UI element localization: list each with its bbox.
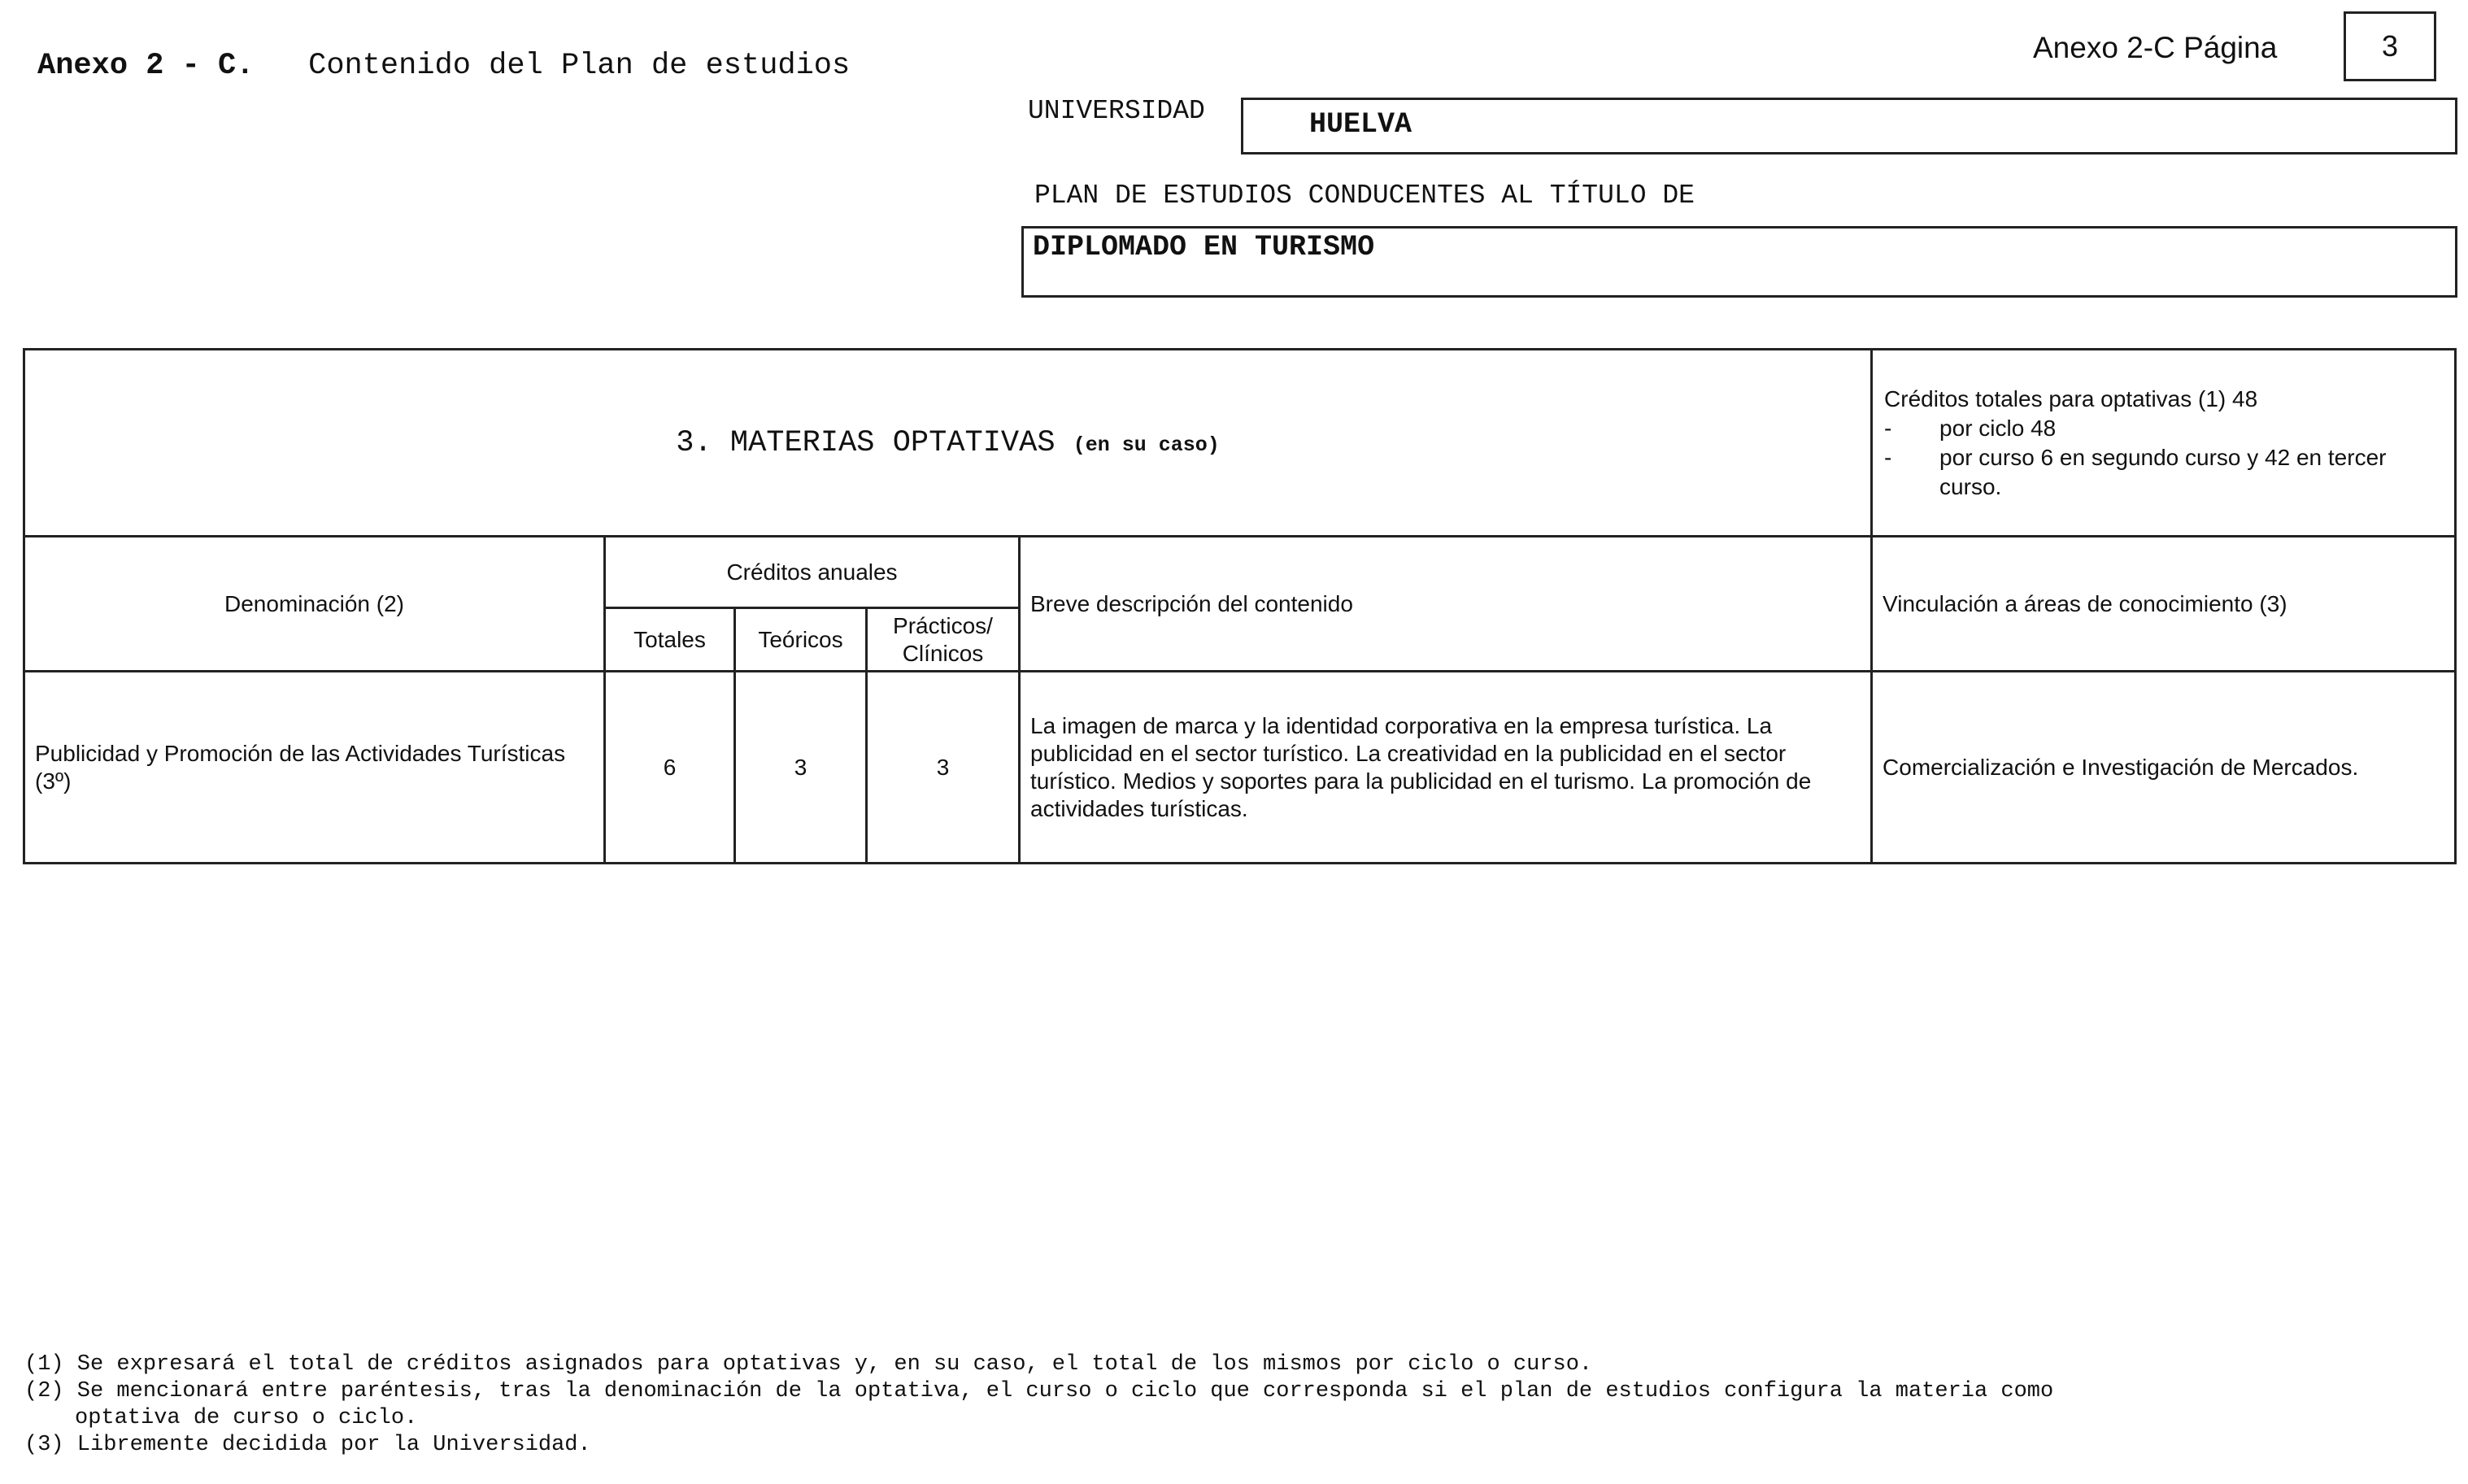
col-vinculacion: Vinculación a áreas de conocimiento (3) bbox=[1872, 537, 2456, 672]
row-vinculacion: Comercialización e Investigación de Mercados. bbox=[1872, 672, 2456, 864]
table-row bbox=[24, 672, 2456, 864]
col-denominacion: Denominación (2) bbox=[24, 537, 605, 672]
page-number: 3 bbox=[2344, 11, 2436, 81]
row-denominacion: Publicidad y Promoción de las Actividades Turísticas (3º) bbox=[24, 672, 605, 864]
row-totales: 6 bbox=[605, 672, 735, 864]
footnote-1: (1) Se expresará el total de créditos asignados para optativas y, en su caso, el total de los mismos por ciclo o curso. bbox=[24, 1352, 1593, 1377]
row-descripcion: La imagen de marca y la identidad corporativa en la empresa turística. La publicidad en el sector turístico. La creatividad en la publicidad en el sector turístico. Medios y soportes para la publicidad en el turismo. La promoción de actividades turísticas. bbox=[1020, 672, 1872, 864]
optional-subjects-table bbox=[23, 348, 2457, 864]
annex-title bbox=[37, 49, 850, 83]
annex-label: Anexo 2 - C. bbox=[37, 49, 255, 83]
row-practicos: 3 bbox=[867, 672, 1020, 864]
university-label: UNIVERSIDAD bbox=[1028, 96, 1205, 126]
col-teoricos: Teóricos bbox=[735, 608, 867, 672]
section-title-cell bbox=[24, 350, 1872, 537]
column-header-row bbox=[24, 537, 2456, 608]
col-descripcion: Breve descripción del contenido bbox=[1020, 537, 1872, 672]
university-box bbox=[1241, 98, 2457, 154]
section-title-note: (en su caso) bbox=[1073, 433, 1220, 457]
credits-summary-cell bbox=[1872, 350, 2456, 537]
col-totales: Totales bbox=[605, 608, 735, 672]
page-label: Anexo 2-C Página bbox=[2033, 31, 2278, 64]
footnote-2-continued: optativa de curso o ciclo. bbox=[75, 1406, 418, 1430]
credits-total: Créditos totales para optativas (1) 48 bbox=[1884, 385, 2258, 411]
footnotes bbox=[24, 1351, 2053, 1459]
section-title: 3. MATERIAS OPTATIVAS bbox=[676, 425, 1056, 460]
plan-label: PLAN DE ESTUDIOS CONDUCENTES AL TÍTULO DE bbox=[1034, 181, 1695, 211]
university-value: HUELVA bbox=[1309, 108, 1412, 141]
footnote-3: (3) Libremente decidida por la Universidad. bbox=[24, 1433, 591, 1457]
credits-line-ciclo: - por ciclo 48 bbox=[1884, 415, 2057, 441]
section-header-row bbox=[24, 350, 2456, 537]
footnote-2: (2) Se mencionará entre paréntesis, tras la denominación de la optativa, el curso o ciclo que corresponda si el plan de estudios configura la materia como bbox=[24, 1379, 2054, 1403]
annex-subtitle: Contenido del Plan de estudios bbox=[308, 49, 851, 83]
col-practicos: Prácticos/ Clínicos bbox=[867, 608, 1020, 672]
plan-value: DIPLOMADO EN TURISMO bbox=[1033, 231, 1375, 263]
row-teoricos: 3 bbox=[735, 672, 867, 864]
credits-line-curso: - por curso 6 en segundo curso y 42 en tercer curso. bbox=[1884, 444, 2387, 499]
col-creditos-anuales: Créditos anuales bbox=[605, 537, 1020, 608]
